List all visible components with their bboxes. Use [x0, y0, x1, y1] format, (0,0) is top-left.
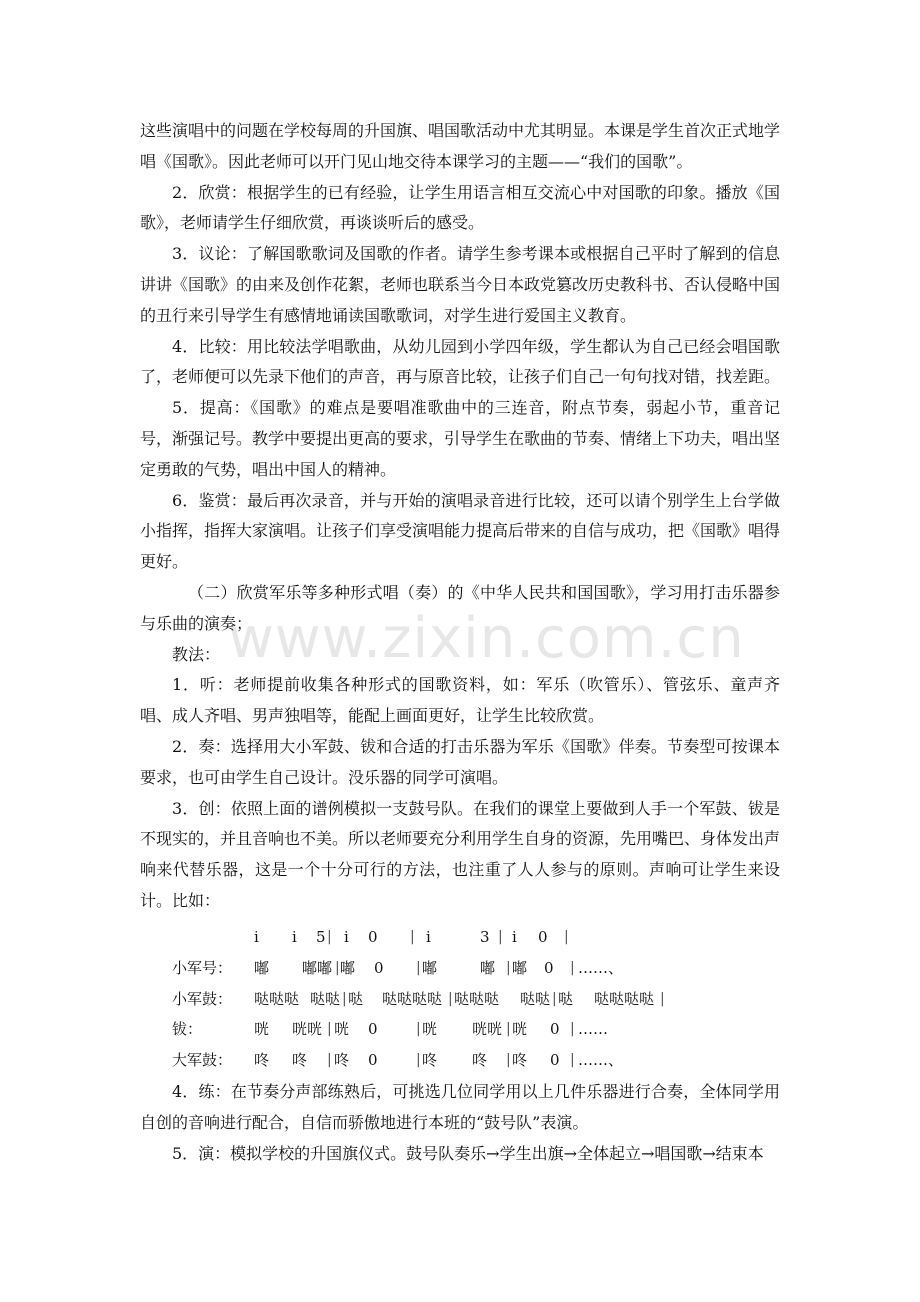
score-cell: 哒哒哒	[454, 989, 500, 1008]
note: i	[292, 928, 297, 946]
barline: |	[570, 1021, 575, 1038]
score-cell: 咚	[472, 1051, 488, 1070]
paragraph-create: 3．创：依照上面的谱例模拟一支鼓号队。在我们的课堂上要做到人手一个军鼓、钹是不现实的，并且音响也不美。所以老师要充分利用学生自身的资源，先用嘴巴、身体发出声响来代替乐器，这是一个十分可行的方法，也注重了人人参与的原则。声响可让学生来设计。比如：	[140, 798, 781, 910]
barline: |	[416, 1021, 421, 1038]
score-cell: 咚	[254, 1051, 270, 1070]
barline: |	[498, 929, 503, 945]
barline: |	[570, 1052, 575, 1069]
score-cell: 咣咣	[292, 1020, 323, 1039]
score-cell: 0	[550, 1051, 560, 1070]
note: i	[254, 928, 259, 946]
barline: |	[506, 1021, 511, 1038]
score-cell: 嘟	[512, 958, 528, 977]
score-cell: 咚	[422, 1051, 438, 1070]
score-cell: 0	[368, 1020, 378, 1039]
score-cell: 咣	[512, 1020, 528, 1039]
body-text	[140, 116, 780, 917]
barline: |	[342, 990, 347, 1007]
barline: |	[335, 959, 340, 976]
score-cell: 哒哒哒	[254, 989, 300, 1008]
note: 0	[538, 928, 548, 946]
barline: |	[570, 959, 575, 976]
barline: |	[552, 990, 557, 1007]
score-cell: ……	[578, 1020, 608, 1039]
score-cell: 0	[550, 1020, 560, 1039]
paragraph-appreciation: 2．欣赏：根据学生的已有经验，让学生用语言相互交流心中对国歌的印象。播放《国歌》，老师请学生仔细欣赏，再谈谈听后的感受。	[140, 182, 780, 233]
paragraph-continuation: 这些演唱中的问题在学校每周的升国旗、唱国歌活动中尤其明显。本课是学生首次正式地学唱《国歌》。因此老师可以开门见山地交待本课学习的主题——“我们的国歌”。	[140, 121, 781, 171]
barline: |	[448, 990, 453, 1007]
paragraph-practice: 4．练：在节奏分声部练熟后，可挑选几位同学用以上几件乐器进行合奏，全体同学用自创的音响进行配合，自信而骄傲地进行本班的“鼓号队”表演。	[140, 1082, 780, 1132]
notation-row	[172, 922, 732, 953]
barline: |	[660, 990, 665, 1007]
score-cell: 0	[368, 1051, 378, 1070]
score-row-snare	[172, 984, 732, 1015]
row-label: 小军鼓：	[172, 989, 233, 1008]
watermark: www.zixin.com.cn	[228, 606, 745, 671]
paragraph-discussion: 3．议论：了解国歌歌词及国歌的作者。请学生参考课本或根据自己平时了解到的信息讲讲《国歌》的由来及创作花絮，老师也联系当今日本政党篡改历史教科书、否认侵略中国的丑行来引导学生有感情地诵读国歌歌词，对学生进行爱国主义教育。	[140, 244, 781, 325]
score-cell: 咚	[292, 1051, 308, 1070]
body-text-after-score	[140, 1077, 780, 1169]
note: 0	[368, 928, 378, 946]
score-cell: 咚	[334, 1051, 350, 1070]
score-cell: 咣	[334, 1020, 350, 1039]
paragraph-listen: 1．听：老师提前收集各种形式的国歌资料，如：军乐（吹管乐）、管弦乐、童声齐唱、成人齐唱、男声独唱等，能配上画面更好，让学生比较欣赏。	[140, 675, 780, 726]
score-cell: 咣咣	[472, 1020, 503, 1039]
paragraph-evaluation: 6．鉴赏：最后再次录音，并与开始的演唱录音进行比较，还可以请个别学生上台学做小指挥，指挥大家演唱。让孩子们享受演唱能力提高后带来的自信与成功，把《国歌》唱得更好。	[140, 490, 781, 572]
score-cell: 哒哒哒哒	[382, 989, 443, 1008]
score-row-bass-drum	[172, 1045, 732, 1076]
score-row-bugle	[172, 953, 732, 984]
paragraph-perform: 5．演：模拟学校的升国旗仪式。鼓号队奏乐→学生出旗→全体起立→唱国歌→结束本	[172, 1143, 764, 1163]
score-cell: 咚	[512, 1051, 528, 1070]
score-cell: 0	[544, 958, 554, 977]
row-label: 大军鼓：	[172, 1051, 233, 1070]
score-cell: 咣	[422, 1020, 438, 1039]
score-row-cymbal	[172, 1014, 732, 1045]
score-cell: 哒	[558, 989, 574, 1008]
score-cell: 嘟	[254, 958, 270, 977]
score-cell: 哒	[348, 989, 364, 1008]
score-cell: 咣	[254, 1020, 270, 1039]
paragraph-play: 2．奏：选择用大小军鼓、钹和合适的打击乐器为军乐《国歌》伴奏。节奏型可按课本要求，也可由学生自己设计。没乐器的同学可演唱。	[140, 736, 780, 787]
barline: |	[506, 959, 511, 976]
score-cell: 哒哒	[310, 989, 341, 1008]
teaching-method-label: 教法：	[172, 644, 221, 664]
score-cell: 哒哒哒哒	[594, 989, 655, 1008]
barline: |	[410, 929, 415, 945]
note: 3	[480, 928, 490, 946]
score-cell: 嘟	[340, 958, 356, 977]
note: i	[512, 928, 517, 946]
barline: |	[327, 929, 332, 945]
barline: |	[327, 1052, 332, 1069]
score-cell: ……、	[578, 958, 624, 977]
note: i	[426, 928, 431, 946]
barline: |	[327, 1021, 332, 1038]
score-cell: 嘟	[480, 958, 496, 977]
section-heading-2: （二）欣赏军乐等多种形式唱（奏）的《中华人民共和国国歌》，学习用打击乐器参与乐曲的演奏；	[140, 582, 780, 633]
note: i	[344, 928, 349, 946]
note: 5	[316, 928, 326, 946]
row-label: 钹：	[172, 1020, 203, 1039]
score-cell: 嘟	[422, 958, 438, 977]
barline: |	[416, 1052, 421, 1069]
rhythm-score	[172, 922, 732, 1076]
paragraph-improvement: 5．提高：《国歌》的难点是要唱准歌曲中的三连音，附点节奏，弱起小节，重音记号，渐强记号。教学中要提出更高的要求，引导学生在歌曲的节奏、情绪上下功夫，唱出坚定勇敢的气势，唱出中国人的精神。	[140, 398, 781, 479]
score-cell: 嘟嘟	[302, 958, 333, 977]
row-label: 小军号：	[172, 958, 233, 977]
score-cell: ……、	[578, 1051, 624, 1070]
score-cell: 0	[374, 958, 384, 977]
barline: |	[416, 959, 421, 976]
barline: |	[564, 929, 569, 945]
barline: |	[506, 1052, 511, 1069]
paragraph-comparison: 4．比较：用比较法学唱歌曲，从幼儿园到小学四年级，学生都认为自己已经会唱国歌了，老师便可以先录下他们的声音，再与原音比较，让孩子们自己一句句找对错，找差距。	[140, 336, 781, 387]
score-cell: 哒哒	[520, 989, 551, 1008]
